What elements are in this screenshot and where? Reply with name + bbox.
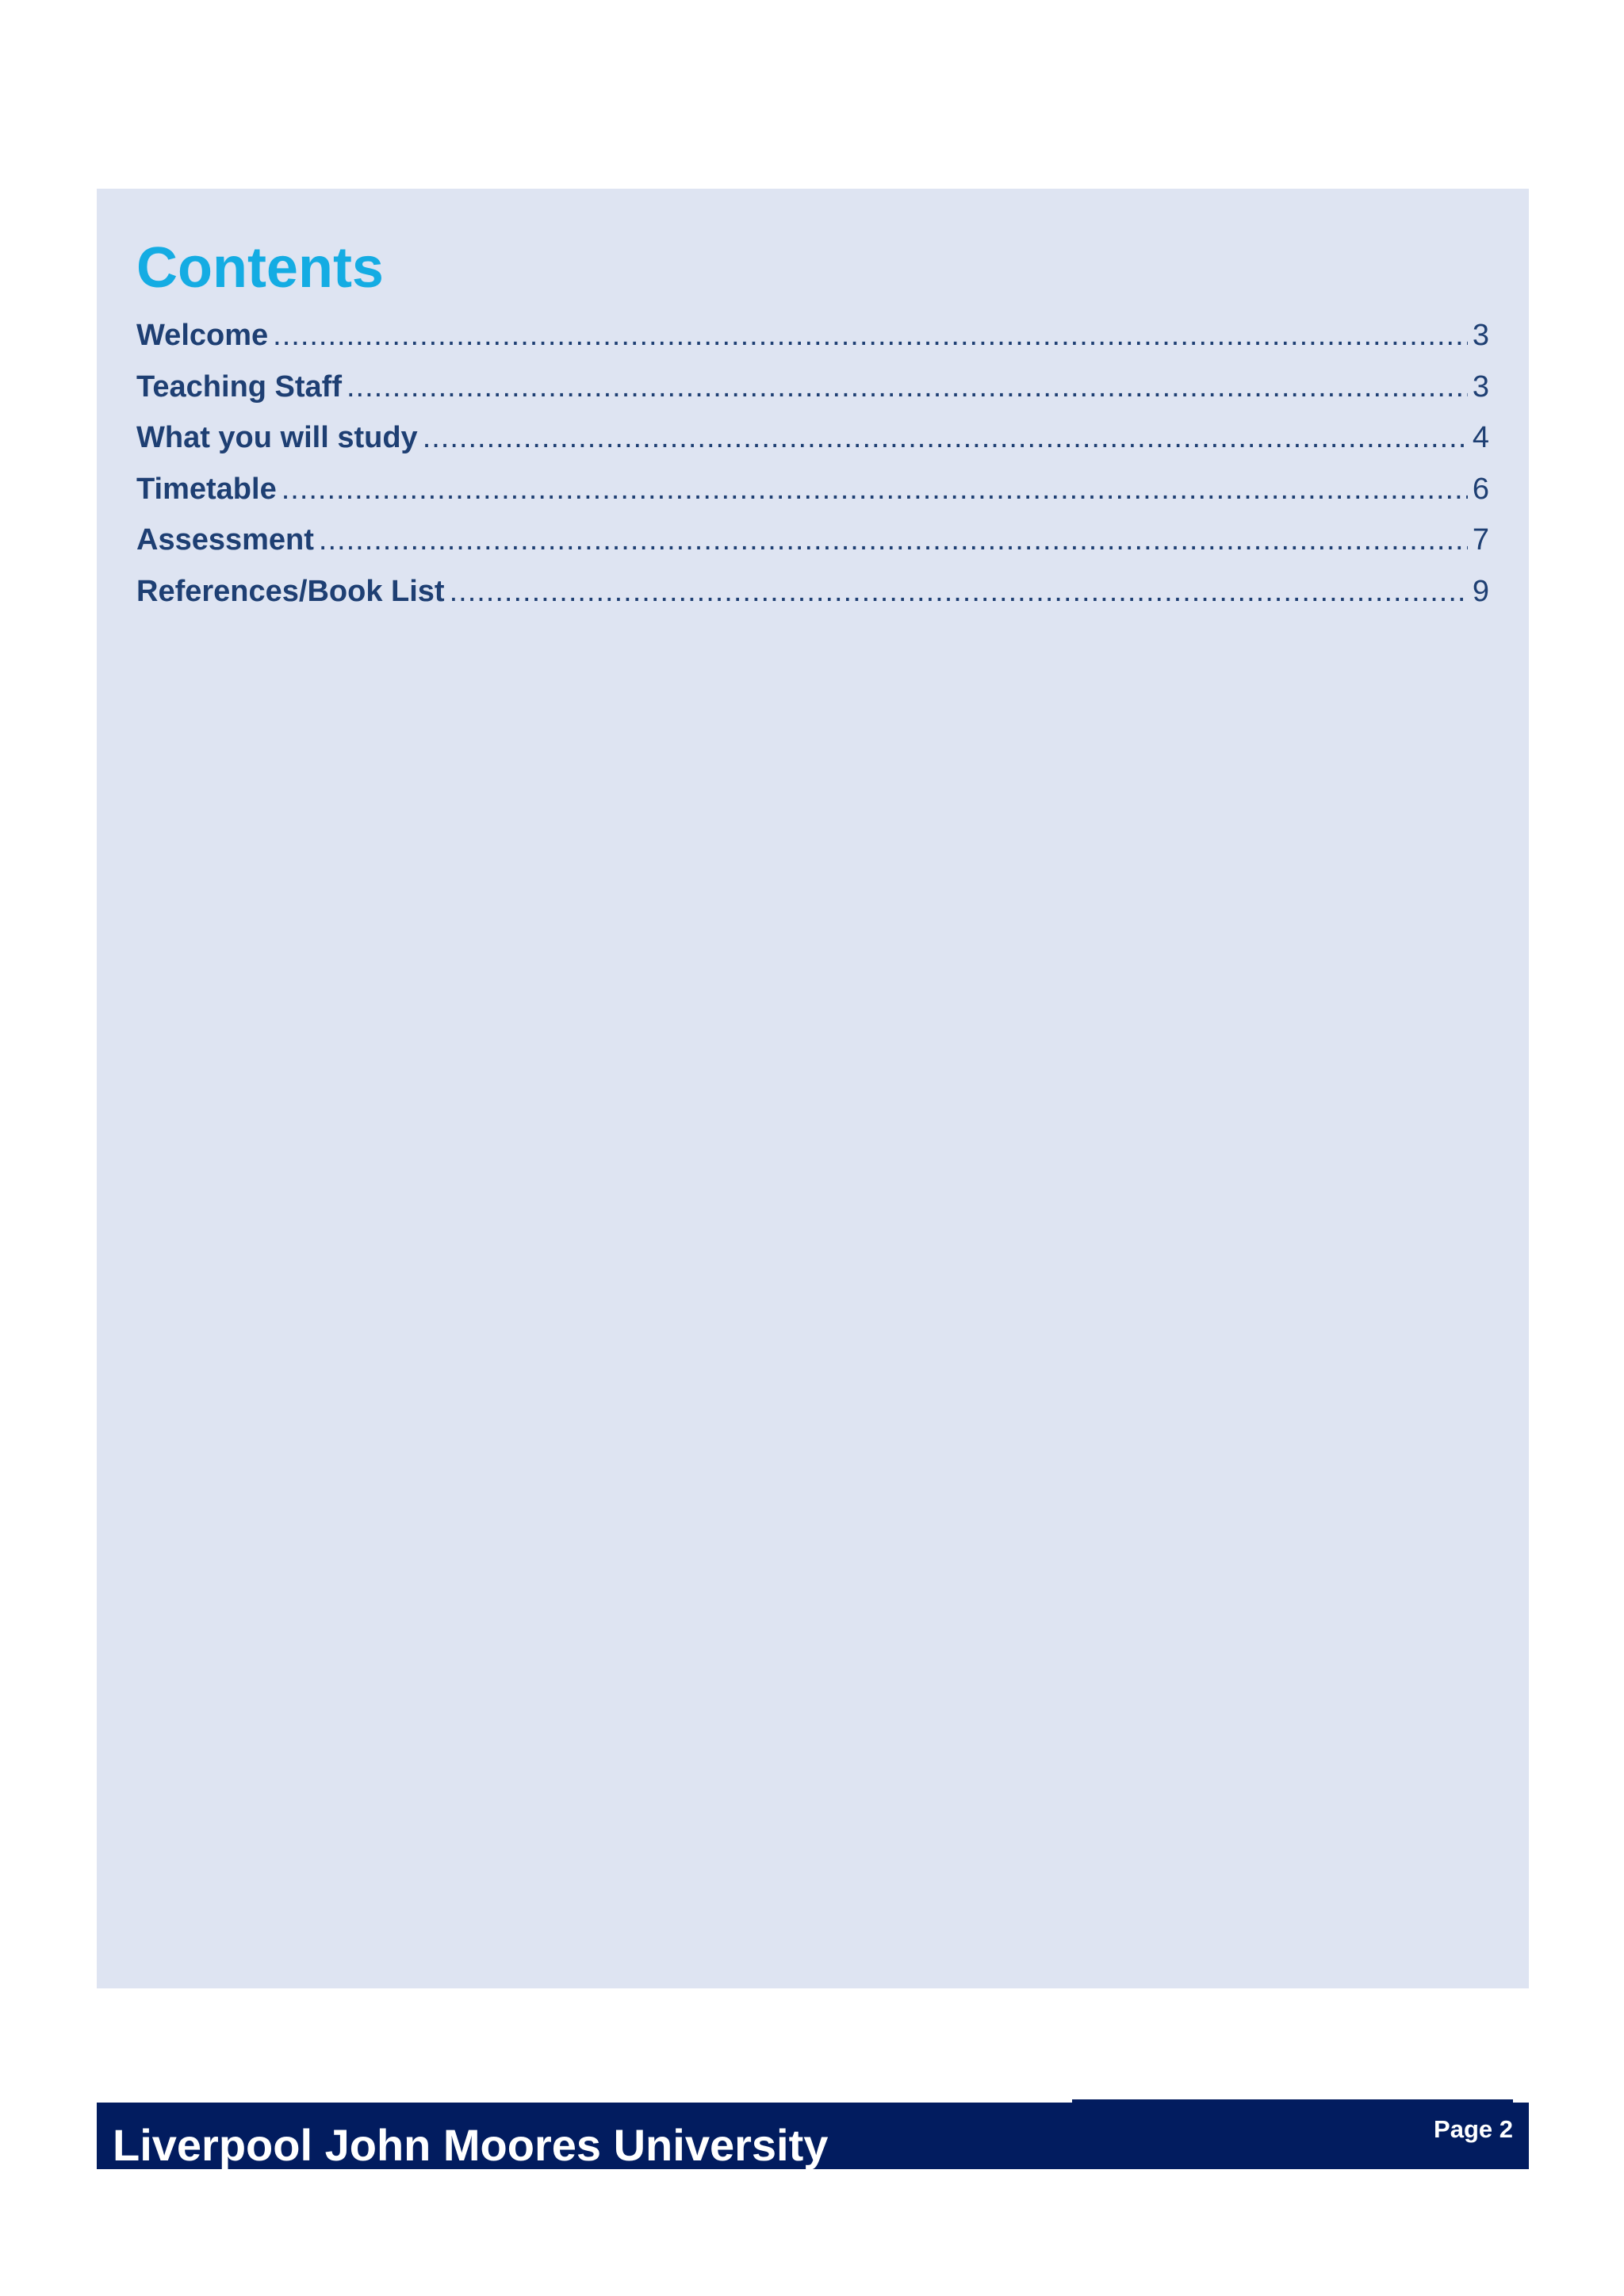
toc-entry-page-number: 7 [1472,523,1489,557]
toc-dot-leader [319,523,1468,557]
footer-page-number: Page 2 [1434,2115,1513,2143]
contents-panel [97,189,1529,1988]
toc-entry-label: Assessment [136,523,314,557]
toc-entry-label: Welcome [136,319,269,352]
toc-dot-leader [423,421,1468,455]
toc-dot-leader [347,370,1468,404]
toc-entry-page-number: 6 [1472,472,1489,506]
toc-entry-page-number: 3 [1472,319,1489,352]
contents-title: Contents [136,236,384,300]
toc-dot-leader [450,575,1468,609]
toc-entry-timetable[interactable] [136,473,1489,524]
toc-entry-label: What you will study [136,421,418,454]
toc-dot-leader [282,473,1468,507]
footer-tab-accent [1072,2099,1513,2104]
toc-entry-references-book-list[interactable] [136,575,1489,626]
toc-entry-welcome[interactable] [136,319,1489,370]
toc-entry-label: References/Book List [136,574,445,608]
toc-entry-label: Timetable [136,472,277,506]
toc-entry-page-number: 4 [1472,421,1489,454]
footer-organization-name: Liverpool John Moores University [113,2120,829,2170]
toc-entry-page-number: 9 [1472,574,1489,608]
toc-entry-label: Teaching Staff [136,369,342,404]
toc-entry-teaching-staff[interactable] [136,370,1489,422]
toc-entry-page-number: 3 [1472,369,1489,404]
page-footer [97,2103,1529,2169]
table-of-contents [136,319,1489,626]
toc-entry-assessment[interactable] [136,523,1489,575]
toc-entry-what-you-will-study[interactable] [136,421,1489,473]
toc-dot-leader [273,319,1468,353]
